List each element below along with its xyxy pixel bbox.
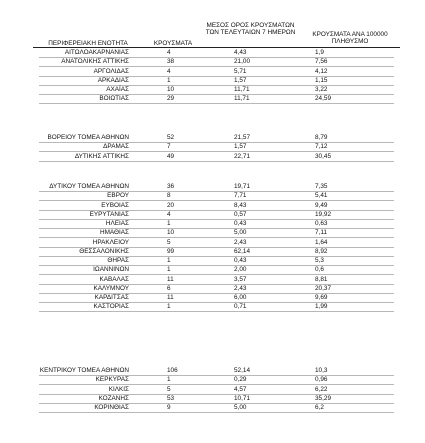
region-cell: ΚΙΛΚΙΣ — [108, 385, 129, 393]
seven-day-average-cell: 0,29 — [234, 376, 247, 384]
region-cell: ΙΩΑΝΝΙΝΩΝ — [93, 266, 129, 274]
header-region: ΠΕΡΙΦΕΡΕΙΑΚΗ ΕΝΟΤΗΤΑ — [48, 40, 128, 47]
region-cell: ΒΟΙΩΤΙΑΣ — [99, 95, 129, 103]
seven-day-average-cell: 0,43 — [234, 257, 247, 264]
seven-day-average-cell: 21,00 — [234, 58, 250, 66]
seven-day-average-cell: 1,57 — [234, 143, 247, 151]
cases-per-100k-cell: 20,37 — [315, 284, 331, 292]
cases-per-100k-cell: 3,22 — [315, 86, 328, 93]
cases-per-100k-cell: 19,92 — [315, 210, 331, 218]
cases-cell: 7 — [167, 143, 171, 151]
cases-cell: 6 — [167, 284, 171, 292]
cases-cell: 4 — [167, 67, 171, 75]
region-cell: ΑΧΑΪΑΣ — [106, 86, 129, 93]
region-cell: ΚΟΡΙΝΘΙΑΣ — [94, 404, 129, 411]
cases-per-100k-cell: 8,81 — [315, 275, 328, 283]
cases-per-100k-cell: 9,69 — [315, 294, 328, 301]
cases-cell: 5 — [167, 238, 171, 246]
region-cell: ΚΑΒΑΛΑΣ — [99, 275, 129, 283]
cases-per-100k-cell: 5,3 — [315, 257, 324, 264]
cases-per-100k-cell: 7,12 — [315, 143, 328, 151]
region-cell: ΑΝΑΤΟΛΙΚΗΣ ΑΤΤΙΚΗΣ — [61, 58, 129, 66]
seven-day-average-cell: 21,57 — [234, 134, 250, 141]
region-cell: ΕΥΒΟΙΑΣ — [101, 201, 129, 209]
cases-cell: 106 — [167, 367, 178, 374]
cases-per-100k-cell: 0,6 — [315, 266, 324, 274]
seven-day-average-cell: 5,71 — [234, 67, 247, 75]
cases-per-100k-cell: 9,49 — [315, 201, 328, 209]
seven-day-average-cell: 52,14 — [234, 367, 250, 374]
region-cell: ΔΥΤΙΚΟΥ ΤΟΜΕΑ ΑΘΗΝΩΝ — [49, 183, 129, 190]
cases-per-100k-cell: 1,99 — [315, 303, 328, 311]
seven-day-average-cell: 4,43 — [234, 49, 247, 56]
region-cell: ΑΙΤΩΛΟΑΚΑΡΝΑΝΙΑΣ — [64, 49, 129, 56]
region-cell: ΚΑΣΤΟΡΙΑΣ — [93, 303, 129, 311]
region-cell: ΚΕΝΤΡΙΚΟΥ ΤΟΜΕΑ ΑΘΗΝΩΝ — [39, 367, 129, 374]
region-cell: ΕΥΡΥΤΑΝΙΑΣ — [89, 210, 129, 218]
seven-day-average-cell: 8,43 — [234, 201, 247, 209]
cases-cell: 1 — [167, 303, 171, 311]
row-divider — [39, 311, 394, 312]
cases-cell: 1 — [167, 220, 171, 227]
seven-day-average-cell: 4,57 — [234, 385, 247, 393]
cases-per-100k-cell: 10,3 — [315, 367, 328, 374]
cases-cell: 1 — [167, 376, 171, 384]
cases-per-100k-cell: 0,96 — [315, 376, 328, 384]
row-divider — [39, 412, 394, 413]
cases-cell: 11 — [167, 275, 174, 283]
cases-cell: 11 — [167, 294, 174, 301]
seven-day-average-cell: 3,57 — [234, 275, 247, 283]
region-cell: ΑΡΚΑΔΙΑΣ — [97, 76, 129, 84]
cases-cell: 52 — [167, 134, 175, 141]
cases-per-100k-cell: 8,79 — [315, 134, 328, 141]
seven-day-average-cell: 5,00 — [234, 404, 247, 411]
cases-cell: 8 — [167, 192, 171, 200]
cases-cell: 99 — [167, 247, 175, 255]
seven-day-average-cell: 22,71 — [234, 152, 250, 160]
seven-day-average-cell: 62,14 — [234, 247, 250, 255]
cases-per-100k-cell: 0,63 — [315, 220, 328, 227]
cases-per-100k-cell: 7,11 — [315, 229, 327, 237]
cases-cell: 10 — [167, 229, 175, 237]
seven-day-average-cell: 2,43 — [234, 284, 247, 292]
cases-per-100k-cell: 1,9 — [315, 49, 324, 56]
region-cell: ΗΜΑΘΙΑΣ — [99, 229, 129, 237]
header-seven-day-average: ΜΕΣΟΣ ΟΡΟΣ ΚΡΟΥΣΜΑΤΩΝ ΤΩΝ ΤΕΛΕΥΤΑΙΩΝ 7 ΗΜΕΡΩΝ — [205, 22, 296, 37]
seven-day-average-cell: 7,71 — [234, 192, 247, 200]
cases-cell: 4 — [167, 49, 171, 56]
cases-per-100k-cell: 4,12 — [315, 67, 328, 75]
cases-per-100k-cell: 24,59 — [315, 95, 331, 103]
region-cell: ΑΡΓΟΛΙΔΑΣ — [93, 67, 129, 75]
cases-cell: 5 — [167, 385, 171, 393]
region-cell: ΔΡΑΜΑΣ — [103, 143, 129, 151]
seven-day-average-cell: 6,00 — [234, 294, 247, 301]
seven-day-average-cell: 11,71 — [234, 95, 250, 103]
header-cases: ΚΡΟΥΣΜΑΤΑ — [153, 40, 193, 47]
cases-cell: 9 — [167, 404, 171, 411]
seven-day-average-cell: 19,71 — [234, 183, 250, 190]
cases-per-100k-cell: 8,92 — [315, 247, 328, 255]
region-cell: ΕΒΡΟΥ — [107, 192, 129, 200]
cases-per-100k-cell: 35,29 — [315, 394, 331, 402]
region-cell: ΗΛΕΙΑΣ — [105, 220, 129, 227]
cases-cell: 49 — [167, 152, 175, 160]
seven-day-average-cell: 0,71 — [234, 303, 247, 311]
cases-cell: 1 — [167, 257, 171, 264]
seven-day-average-cell: 11,71 — [234, 86, 250, 93]
table-row — [0, 152, 425, 163]
seven-day-average-cell: 0,43 — [234, 220, 247, 227]
region-cell: ΗΡΑΚΛΕΙΟΥ — [92, 238, 129, 246]
seven-day-average-cell: 5,00 — [234, 229, 247, 237]
cases-per-100k-cell: 6,2 — [315, 404, 324, 411]
cases-per-100k-cell: 5,41 — [315, 192, 328, 200]
cases-per-100k-cell: 7,35 — [315, 183, 328, 190]
table-row — [0, 302, 425, 313]
seven-day-average-cell: 2,00 — [234, 266, 247, 274]
cases-per-100k-cell: 1,64 — [315, 238, 328, 246]
region-cell: ΘΗΡΑΣ — [107, 257, 129, 264]
table-row — [0, 94, 425, 105]
region-cell: ΚΑΛΥΜΝΟΥ — [93, 284, 129, 292]
cases-cell: 53 — [167, 394, 175, 402]
region-cell: ΔΥΤΙΚΗΣ ΑΤΤΙΚΗΣ — [74, 152, 129, 160]
cases-cell: 29 — [167, 95, 175, 103]
cases-cell: 38 — [167, 58, 175, 66]
seven-day-average-cell: 0,57 — [234, 210, 247, 218]
region-cell: ΚΟΖΑΝΗΣ — [98, 394, 129, 402]
seven-day-average-cell: 10,71 — [234, 394, 250, 402]
region-cell: ΚΕΡΚΥΡΑΣ — [95, 376, 129, 384]
row-divider — [39, 103, 394, 104]
header-cases-per-100k: ΚΡΟΥΣΜΑΤΑ ΑΝΑ 100000 ΠΛΗΘΥΣΜΟ — [312, 31, 388, 46]
row-divider — [39, 161, 394, 162]
region-cell: ΚΑΡΔΙΤΣΑΣ — [94, 294, 129, 301]
cases-cell: 1 — [167, 76, 171, 84]
cases-cell: 36 — [167, 183, 175, 190]
seven-day-average-cell: 2,43 — [234, 238, 247, 246]
cases-cell: 10 — [167, 86, 175, 93]
cases-per-100k-cell: 1,15 — [315, 76, 328, 84]
table-row — [0, 403, 425, 414]
cases-per-100k-cell: 30,45 — [315, 152, 331, 160]
seven-day-average-cell: 1,57 — [234, 76, 247, 84]
cases-per-100k-cell: 7,56 — [315, 58, 328, 66]
cases-cell: 4 — [167, 210, 171, 218]
cases-cell: 20 — [167, 201, 175, 209]
region-cell: ΘΕΣΣΑΛΟΝΙΚΗΣ — [79, 247, 129, 255]
region-cell: ΒΟΡΕΙΟΥ ΤΟΜΕΑ ΑΘΗΝΩΝ — [47, 134, 129, 141]
cases-cell: 1 — [167, 266, 171, 274]
cases-per-100k-cell: 6,22 — [315, 385, 328, 393]
